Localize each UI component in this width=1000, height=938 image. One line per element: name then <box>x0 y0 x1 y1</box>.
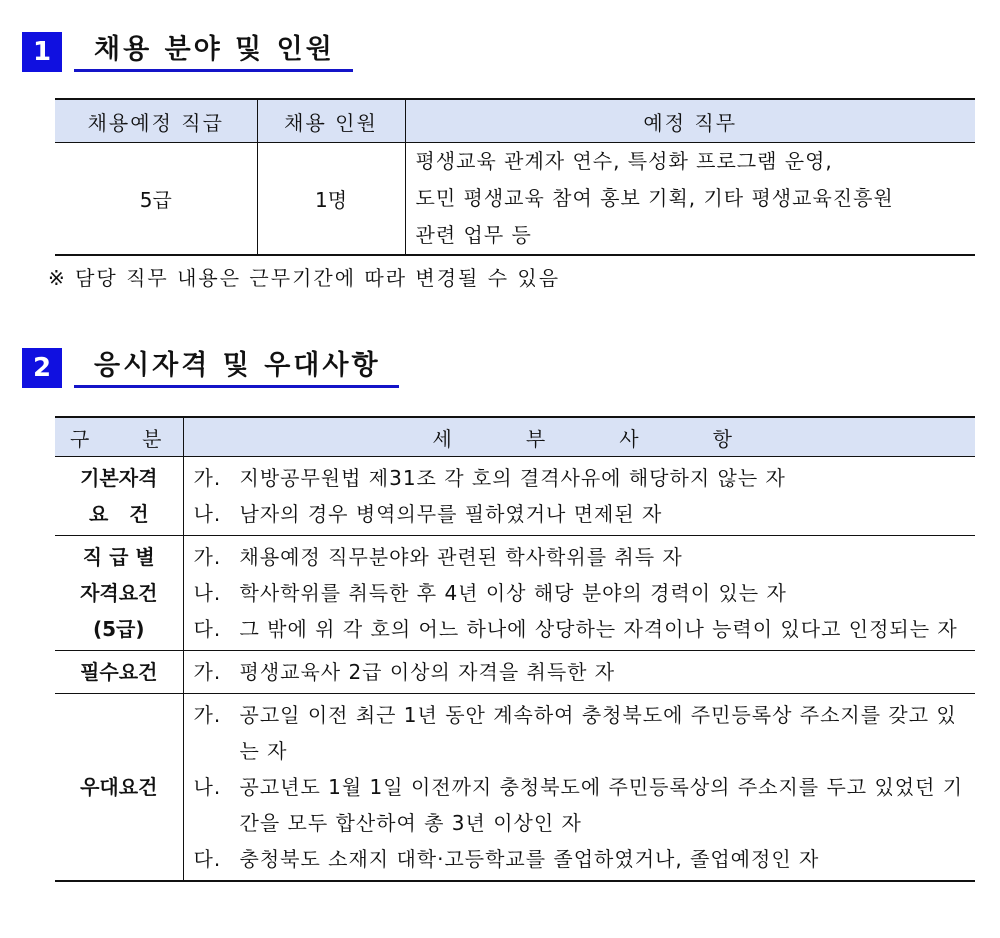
qualification-table <box>55 416 975 882</box>
section2-title: 응시자격 및 우대사항 <box>94 350 381 381</box>
duty-line: 평생교육 관계자 연수, 특성화 프로그램 운영, <box>415 149 833 173</box>
list-item: 나. 공고년도 1월 1일 이전까지 충청북도에 주민등록상의 주소지를 두고 있었던 기간을 모두 합산하여 총 3년 이상인 자 <box>193 775 964 835</box>
header-category: 구 분 <box>55 417 183 457</box>
category-grade-requirements: 직 급 별 자격요건 (5급) <box>55 536 183 651</box>
details-basic <box>183 457 975 536</box>
table-row <box>55 457 975 536</box>
list-item: 다. 그 밖에 위 각 호의 어느 하나에 상당하는 자격이나 능력이 있다고 인정되는 자 <box>193 617 958 641</box>
header-duty: 예정 직무 <box>405 99 975 143</box>
qualification-table-header-row <box>55 417 975 457</box>
section2-header <box>22 342 399 388</box>
category-mandatory: 필수요건 <box>55 651 183 694</box>
list-item: 가. 지방공무원법 제31조 각 호의 결격사유에 해당하지 않는 자 <box>193 466 786 490</box>
list-item: 가. 채용예정 직무분야와 관련된 학사학위를 취득 자 <box>193 545 683 569</box>
cell-count: 1명 <box>257 143 405 256</box>
category-preference: 우대요건 <box>55 694 183 882</box>
header-grade: 채용예정 직급 <box>55 99 257 143</box>
header-detail: 세 부 사 항 <box>183 417 975 457</box>
duty-change-note: ※ 담당 직무 내용은 근무기간에 따라 변경될 수 있음 <box>48 266 561 290</box>
section1-header <box>22 26 353 72</box>
section1-number-badge: 1 <box>22 32 62 72</box>
section2-number-badge: 2 <box>22 348 62 388</box>
list-item: 나. 학사학위를 취득한 후 4년 이상 해당 분야의 경력이 있는 자 <box>193 581 787 605</box>
details-preference <box>183 694 975 882</box>
section1-title-underline <box>74 27 353 72</box>
recruitment-table <box>55 98 975 256</box>
section2-title-underline <box>74 343 399 388</box>
table-row <box>55 694 975 882</box>
table-row <box>55 651 975 694</box>
list-item: 나. 남자의 경우 병역의무를 필하였거나 면제된 자 <box>193 502 663 526</box>
cell-duty <box>405 143 975 256</box>
list-item: 가. 공고일 이전 최근 1년 동안 계속하여 충청북도에 주민등록상 주소지를 갖고 있는 자 <box>193 703 957 763</box>
section1-title: 채용 분야 및 인원 <box>94 34 335 65</box>
details-grade-requirements <box>183 536 975 651</box>
table-row <box>55 536 975 651</box>
duty-line: 관련 업무 등 <box>415 223 532 247</box>
list-item: 가. 평생교육사 2급 이상의 자격을 취득한 자 <box>193 660 616 684</box>
list-item: 다. 충청북도 소재지 대학·고등학교를 졸업하였거나, 졸업예정인 자 <box>193 847 820 871</box>
cell-grade: 5급 <box>55 143 257 256</box>
details-mandatory <box>183 651 975 694</box>
recruitment-table-header-row <box>55 99 975 143</box>
table-row <box>55 143 975 256</box>
category-basic: 기본자격 요 건 <box>55 457 183 536</box>
duty-line: 도민 평생교육 참여 홍보 기획, 기타 평생교육진흥원 <box>415 186 894 210</box>
header-count: 채용 인원 <box>257 99 405 143</box>
